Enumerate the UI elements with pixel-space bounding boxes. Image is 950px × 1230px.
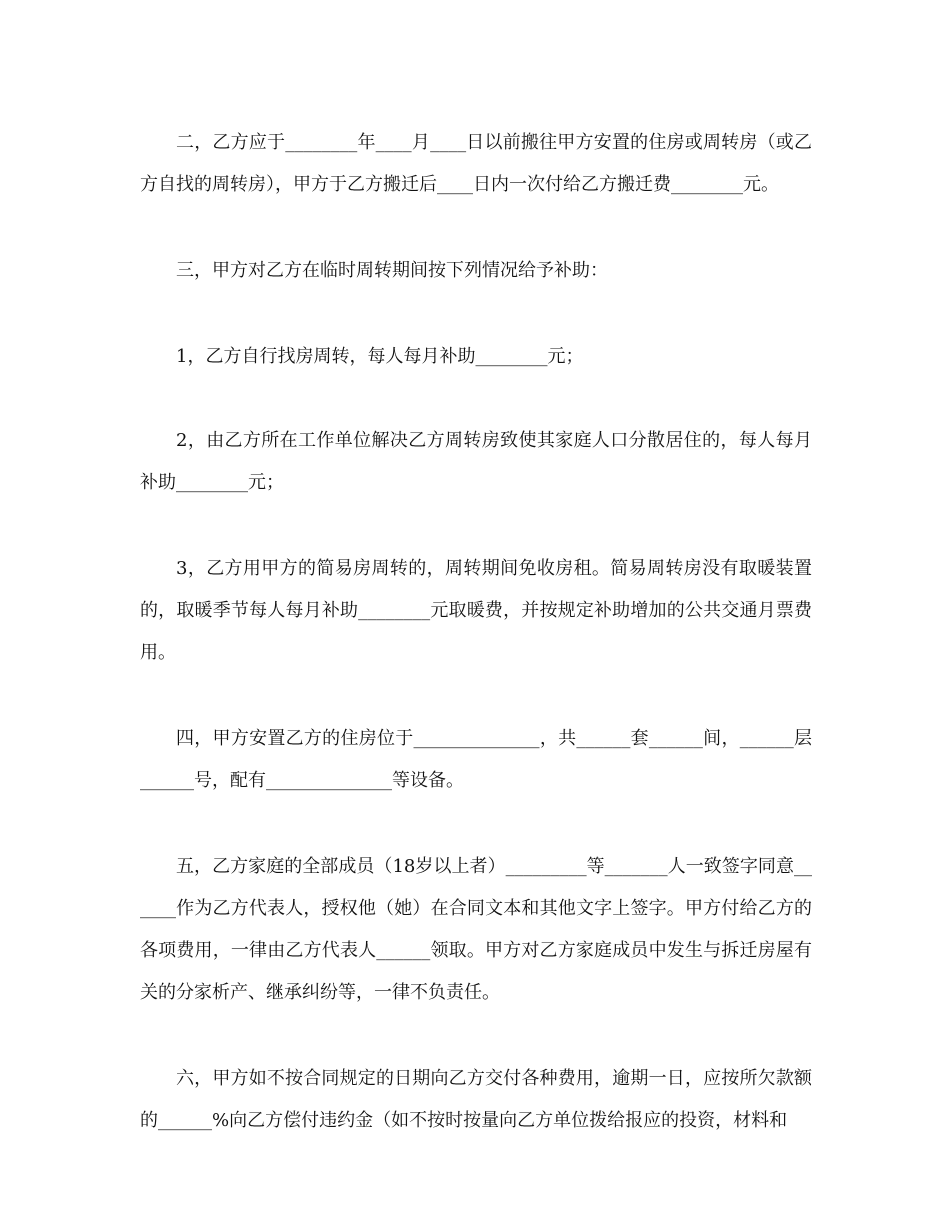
clause-3-item-2-paragraph: 2，由乙方所在工作单位解决乙方周转房致使其家庭人口分散居住的，每人每月补助________元； [140,430,812,493]
clause-3-item-3-paragraph: 3，乙方用甲方的简易房周转的，周转期间免收房租。简易周转房没有取暖装置的，取暖季节每人每月补助________元取暖费，并按规定补助增加的公共交通月票费用。 [140,558,812,663]
clause-3-item-1-paragraph: 1，乙方自行找房周转，每人每月补助________元； [176,346,584,367]
clause-5-paragraph: 五，乙方家庭的全部成员（18岁以上者）_________等_______人一致签字同意______作为乙方代表人，授权他（她）在合同文本和其他文字上签字。甲方付给乙方的各项费用，一律由乙方代表人______领取。甲方对乙方家庭成员中发生与拆迁房屋有关的分家析产、继承纠纷等，一律不负责任。 [140,856,812,1003]
clause-6-paragraph: 六，甲方如不按合同规定的日期向乙方交付各种费用，逾期一日，应按所欠款额的______%向乙方偿付违约金（如不按时按量向乙方单位拨给报应的投资，材料和 [140,1068,812,1131]
clause-4-paragraph: 四，甲方安置乙方的住房位于______________，共______套______间，______层______号，配有______________等设备。 [140,728,812,791]
clause-3-heading-paragraph: 三，甲方对乙方在临时周转期间按下列情况给予补助： [176,260,608,281]
clause-2-paragraph: 二，乙方应于________年____月____日以前搬往甲方安置的住房或周转房（或乙方自找的周转房），甲方于乙方搬迁后____日内一次付给乙方搬迁费________元。 [140,132,812,195]
